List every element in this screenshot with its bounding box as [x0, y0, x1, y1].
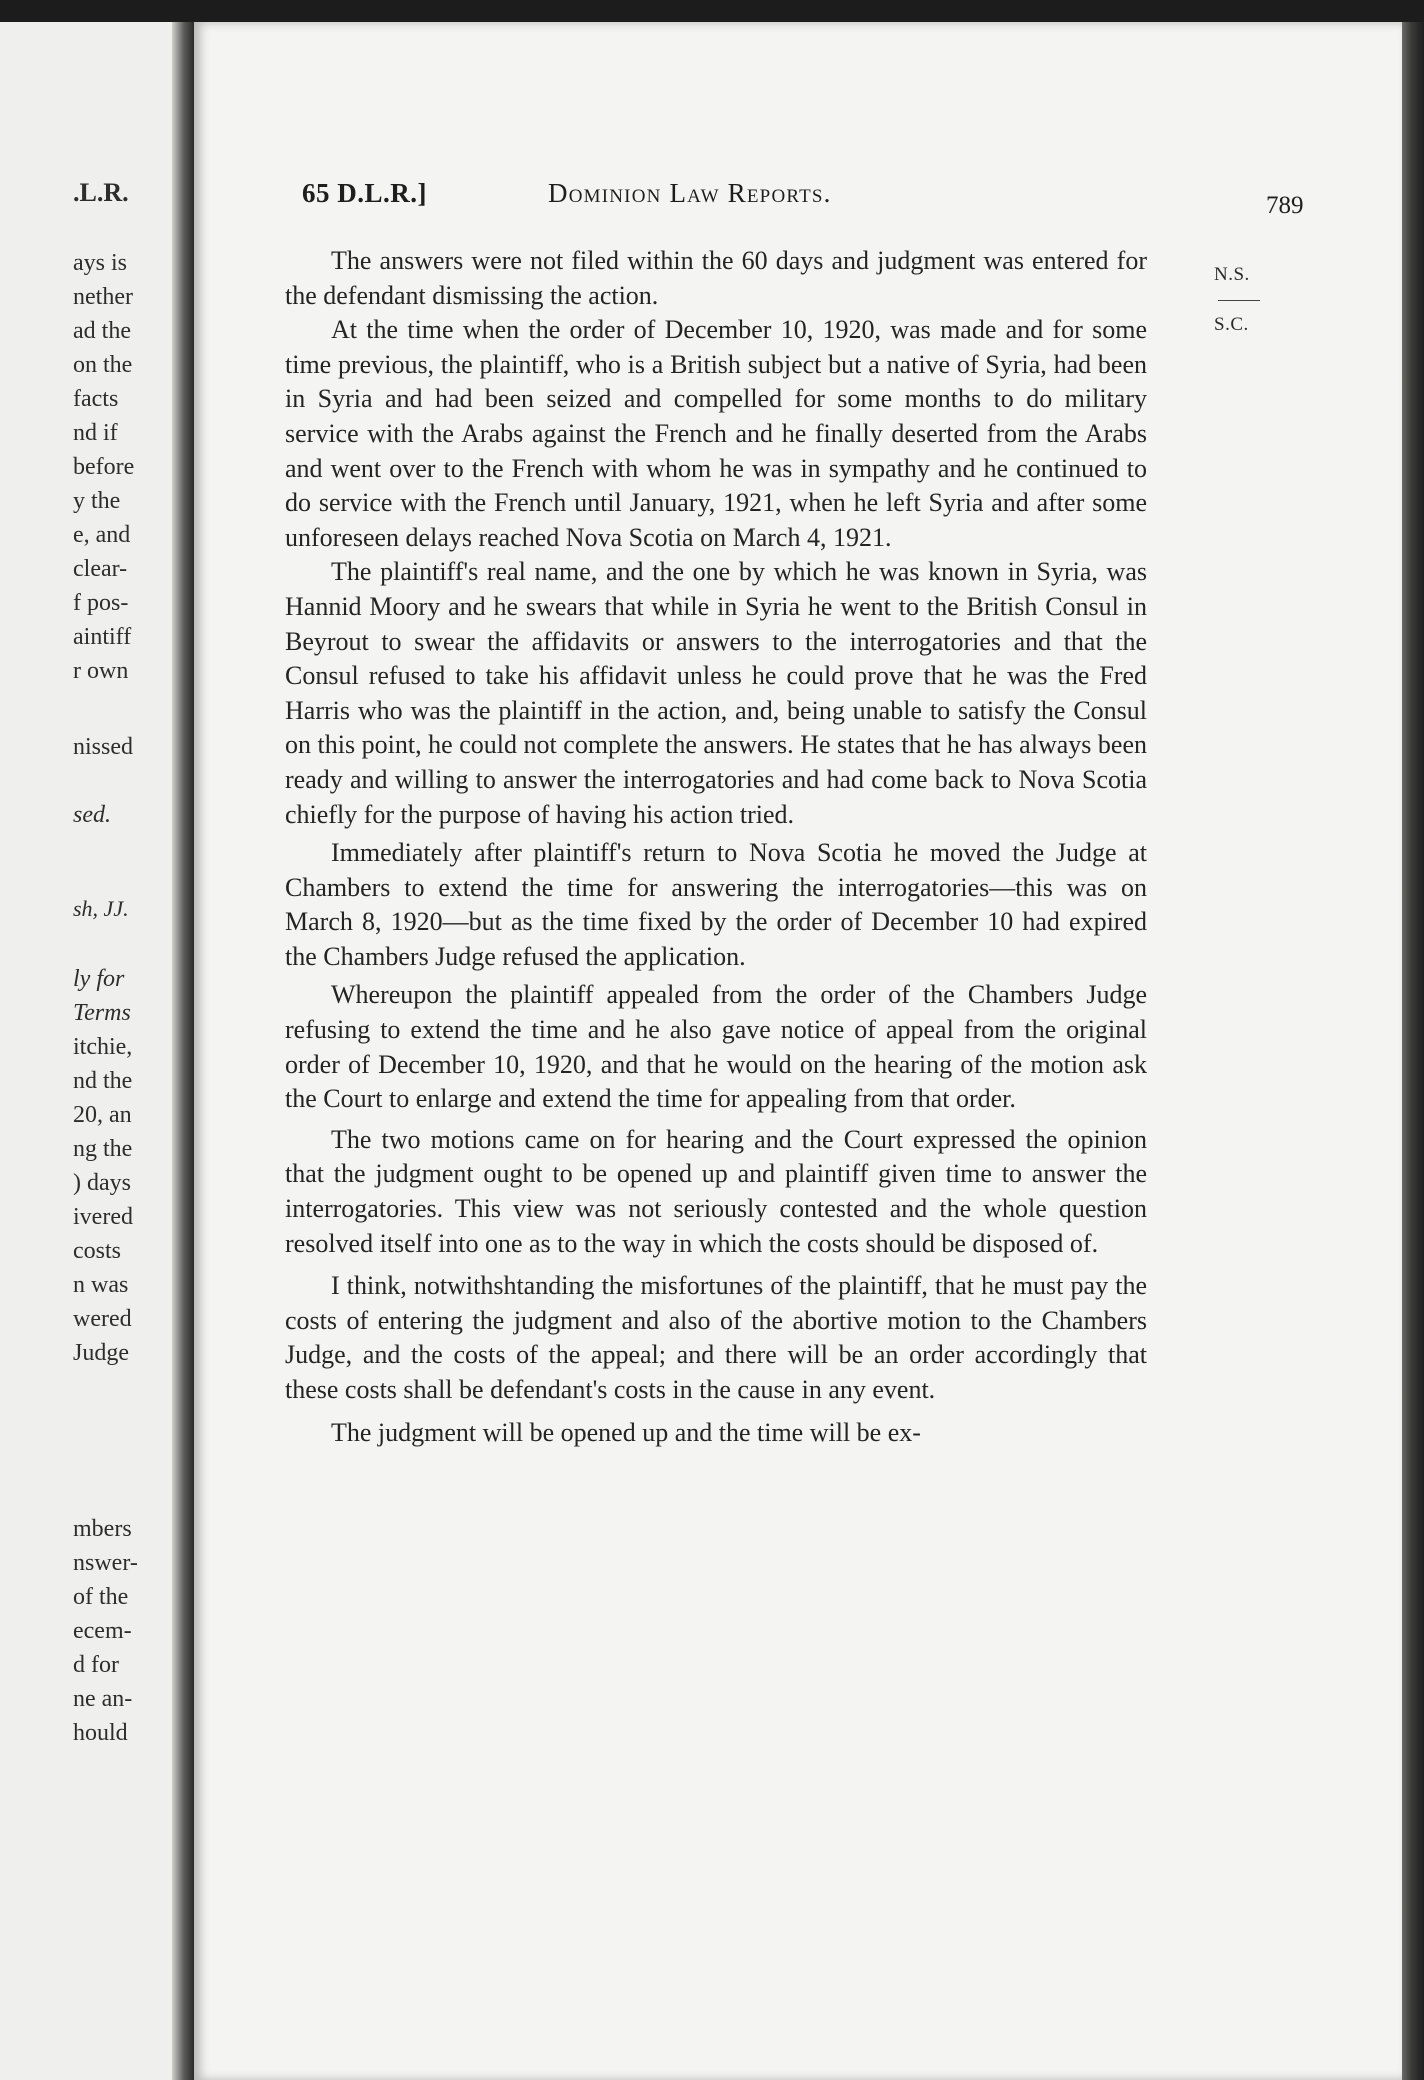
left-page-header: .L.R. — [73, 178, 129, 207]
left-page-line: d for — [73, 1652, 119, 1678]
left-page-line: before — [73, 454, 135, 480]
left-page-line: ivered — [73, 1204, 133, 1230]
left-page-line: 20, an — [73, 1102, 132, 1128]
paragraph: The two motions came on for hearing and the Court expressed the opinion that the judgment ought to be opened up and plaintiff given time to answer the interrogatories. This view was not seriously contested and the whole question resolved itself into one as to the way in which the costs should be disposed of. — [285, 1124, 1147, 1258]
left-page-line: n was — [73, 1272, 129, 1298]
running-header-title: Dominion Law Reports. — [548, 178, 832, 208]
left-page-line: ng the — [73, 1136, 133, 1162]
left-page-line: Terms — [73, 1000, 131, 1026]
left-page-line: r own — [73, 658, 129, 684]
left-page-line: costs — [73, 1238, 121, 1264]
paragraph: The judgment will be opened up and the time will be ex- — [331, 1417, 921, 1447]
left-page-line: nd the — [73, 1068, 133, 1094]
left-page-line: ne an- — [73, 1686, 133, 1712]
left-facing-page — [0, 22, 178, 2080]
paragraph: The plaintiff's real name, and the one by which he was known in Syria, was Hannid Moory and he swears that while in Syria he went to the British Consul in Beyrout to swear the affidavits or answers to the interrogatories and that the Consul refused to take his affidavit unless he could prove that he was the Fred Harris who was the plaintiff in the action, and, being unable to satisfy the Consul on this point, he could not complete the answers. He states that he has always been ready and willing to answer the interrogatories and had come back to Nova Scotia chiefly for the purpose of having his action tried. — [285, 557, 1147, 829]
left-page-line: itchie, — [73, 1034, 133, 1060]
margin-note-court: N.S. — [1214, 264, 1250, 285]
book-gutter — [172, 22, 194, 2080]
left-page-line: f pos- — [73, 590, 129, 616]
left-page-line: wered — [73, 1306, 132, 1332]
margin-note-rule — [1218, 300, 1260, 301]
left-page-line: nissed — [73, 734, 133, 760]
left-page-line: e, and — [73, 522, 131, 548]
left-page-line: mbers — [73, 1516, 132, 1542]
paragraph: At the time when the order of December 10, 1920, was made and for some time previous, the plaintiff, who is a British subject but a native of Syria, had been in Syria and had been seized and compelled for some months to do military service with the Arabs against the French and he finally deserted from the Arabs and went over to the French with whom he was in sympathy and he continued to do service with the French until January, 1921, when he left Syria and after some unforeseen delays reached Nova Scotia on March 4, 1921. — [285, 315, 1147, 552]
left-page-line: sed. — [73, 802, 111, 828]
margin-note-court: S.C. — [1214, 314, 1249, 335]
scan-top-edge — [0, 0, 1424, 22]
left-page-line: nswer- — [73, 1550, 138, 1576]
left-page-line: facts — [73, 386, 119, 412]
left-page-line: ecem- — [73, 1618, 132, 1644]
left-page-line: nd if — [73, 420, 118, 446]
left-page-line: on the — [73, 352, 133, 378]
paragraph: Immediately after plaintiff's return to Nova Scotia he moved the Judge at Chambers to extend the time for answering the interrogatories—this was on March 8, 1920—but as the time fixed by the order of December 10 had expired the Chambers Judge refused the application. — [285, 838, 1147, 971]
left-page-line: ays is — [73, 250, 127, 276]
running-header-volume: 65 D.L.R.] — [302, 178, 427, 208]
page-right-edge — [1402, 22, 1424, 2080]
paragraph: The answers were not filed within the 60 days and judgment was entered for the defendant dismissing the action. — [285, 246, 1147, 310]
paragraph: I think, notwithshtanding the misfortunes of the plaintiff, that he must pay the costs of entering the judgment and also of the abortive motion to the Chambers Judge, and the costs of the appeal; and there will be an order accordingly that these costs shall be defendant's costs in the cause in any event. — [285, 1271, 1147, 1404]
left-page-line: hould — [73, 1720, 128, 1746]
left-page-line: nether — [73, 284, 133, 310]
page-number: 789 — [1266, 192, 1304, 219]
left-page-line: y the — [73, 488, 121, 514]
body-text — [285, 244, 1147, 1450]
paragraph: Whereupon the plaintiff appealed from the order of the Chambers Judge refusing to extend the time and he also gave notice of appeal from the original order of December 10, 1920, and that he would on the hearing of the motion ask the Court to enlarge and extend the time for appealing from that order. — [285, 980, 1147, 1114]
left-page-line: Judge — [73, 1340, 129, 1366]
left-page-line: aintiff — [73, 624, 132, 650]
left-page-line: ad the — [73, 318, 131, 344]
left-page-line: ly for — [73, 966, 125, 992]
left-page-line: sh, JJ. — [73, 896, 129, 921]
left-page-line: clear- — [73, 556, 128, 582]
left-page-line: ) days — [73, 1170, 131, 1196]
left-page-line: of the — [73, 1584, 129, 1610]
